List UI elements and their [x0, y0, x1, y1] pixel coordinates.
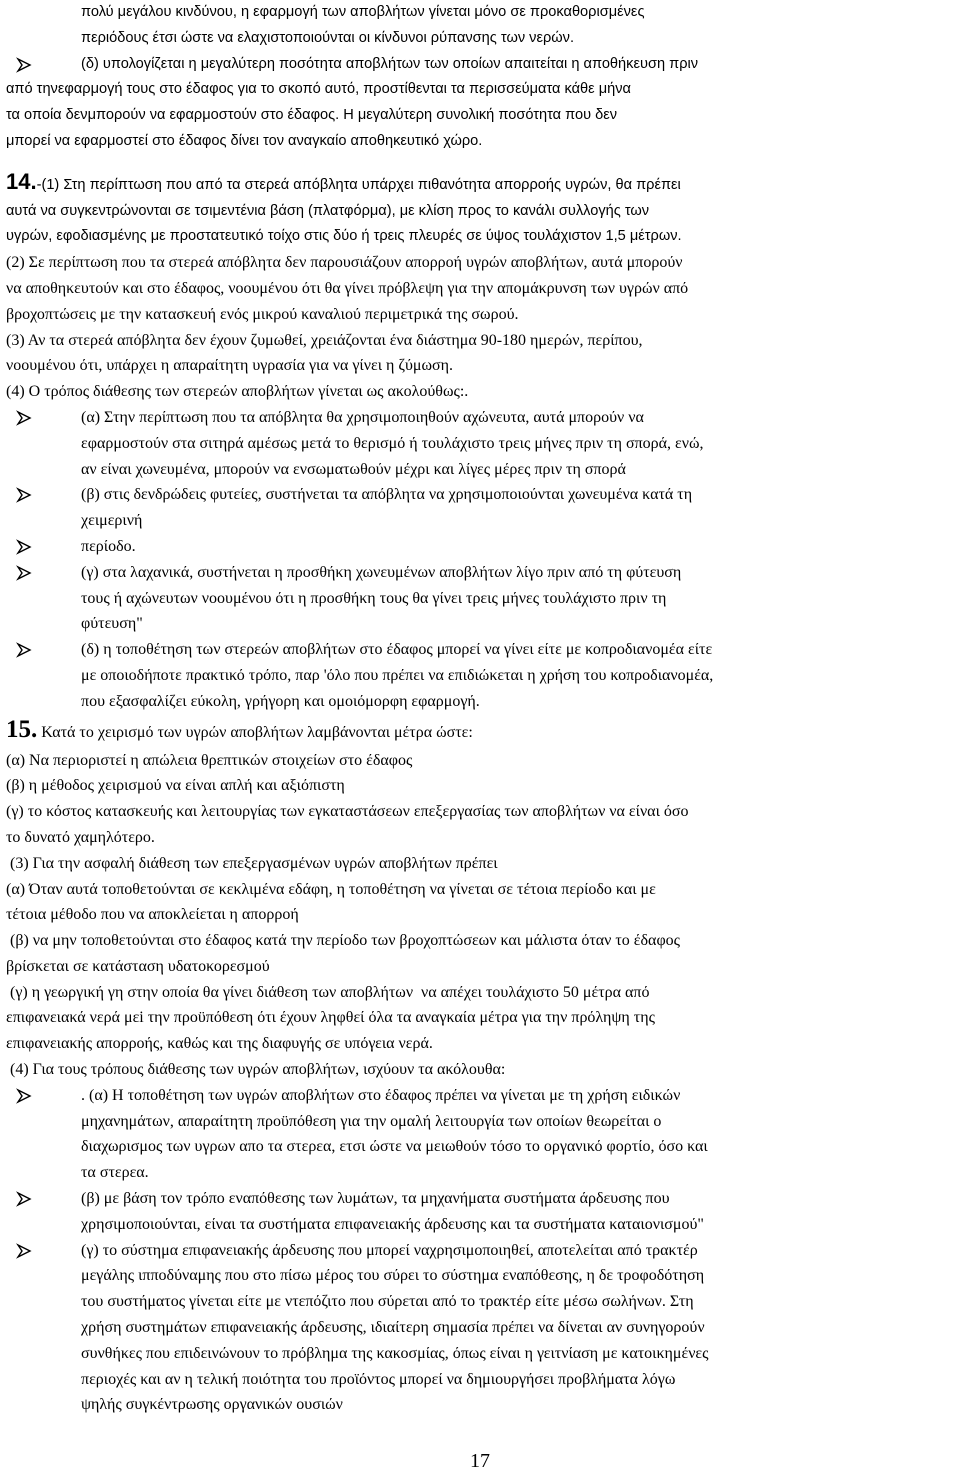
bullet-item [6, 1186, 950, 1238]
text-line: (3) Για την ασφαλή διάθεση των επεξεργασμένων υγρών αποβλήτων πρέπει [6, 854, 498, 872]
text-line: (δ) η τοποθέτηση των στερεών αποβλήτων στο έδαφος μπορεί να γίνει είτε με κοπροδιανομέα είτε [81, 641, 713, 659]
bullet-item [6, 1238, 950, 1419]
text-line: διαχωρισμος των υγρων απο τα στερεα, ετσι ώστε να μειωθούν τόσο το οργανικό φορτίο, όσο και [81, 1138, 708, 1156]
section-lead: -(1) Στη περίπτωση που από τα στερεά απόβλητα υπάρχει πιθανότητα απορροής υγρών, θα πρέπει [36, 176, 681, 193]
text-line: αν είναι χωνευμένα, μπορούν να ενσωματωθούν μέχρι και λίγες μέρες πριν τη σπορά [81, 460, 626, 478]
text-line: περιόδους έτσι ώστε να ελαχιστοποιούνται οι κίνδυνοι ρύπανσης των νερών. [81, 29, 575, 46]
text-line: χρησιμοποιούνται, είναι τα συστήματα επιφανειακής άρδευσης και τα συστήματα καταιονισμού" [81, 1215, 704, 1233]
text-line: (α) Στην περίπτωση που τα απόβλητα θα χρησιμοποιηθούν αχώνευτα, αυτά μπορούν να [81, 408, 644, 426]
text-line: (γ) το σύστημα επιφανειακής άρδευσης που μπορεί ναχρησιμοποιηθεί, αποτελείται από τρακτέρ [81, 1241, 698, 1259]
text-line: τους ή αχώνευτων νοουμένου ότι η προσθήκη τους θα γίνει τρεις μήνες τουλάχιστο πριν τη [81, 589, 667, 607]
text-line: που εξασφαλίζει εύκολη, γρήγορη και ομοιόμορφη εφαρμογή. [81, 692, 480, 710]
text-line: ψηλής συγκέντρωσης οργανικών ουσιών [81, 1396, 343, 1414]
text-line: (γ) η γεωργική γη στην οποία θα γίνει διάθεση των αποβλήτων να απέχει τουλάχιστο 50 μέτρα από [6, 983, 650, 1001]
arrowhead-bullet-icon [16, 487, 32, 503]
bullet-item [6, 52, 950, 155]
text-line: βρίσκεται σε κατάσταση υδατοκορεσμού [6, 957, 270, 975]
page-number: 17 [470, 1450, 490, 1472]
text-line: συνθήκες που επιδεινώνουν το πρόβλημα της κακοσμίας, όπως είναι η γειτνίαση με κατοικημένες [81, 1344, 709, 1362]
text-line: επιφανειακά νερά μεi την προϋπόθεση ότι έχουν ληφθεί όλα τα αναγκαία μέτρα για την πρόληψη της [6, 1009, 655, 1027]
text-line: τέτοια μέθοδο που να αποκλείεται η απορροή [6, 906, 299, 924]
text-line: βροχοπτώσεις με την κατασκευή ενός μικρού καναλιού περιμετρικά της σωρού. [6, 305, 519, 323]
arrowhead-bullet-icon [16, 565, 32, 581]
text-line: (α) Όταν αυτά τοποθετούνται σε κεκλιμένα εδάφη, η τοποθέτηση να γίνεται σε τέτοια περίοδο και με [6, 880, 656, 898]
text-line: νοουμένου ότι, υπάρχει η απαραίτητη υγρασία για να γίνει η ζύμωση. [6, 357, 454, 375]
section-14 [6, 169, 950, 250]
text-line: φύτευση" [81, 615, 143, 633]
text-line: περιοχές και αν η τελική ποιότητα του προϊόντος μπορεί να δημιουργήσει προβλήματα λόγω [81, 1370, 676, 1388]
text-line: εφαρμοστούν στα σιτηρά αμέσως μετά το θερισμό ή τουλάχιστο τρεις μήνες πριν τη σπορά, ενώ, [81, 434, 704, 452]
text-line: (β) στις δενδρώδεις φυτείες, συστήνεται τα απόβλητα να χρησιμοποιούνται χωνευμένα κατά τη [81, 486, 693, 504]
text-line: το δυνατό χαμηλότερο. [6, 828, 155, 846]
text-line: του συστήματος γίνεται είτε με ντεπόζιτο που σύρεται από το τρακτέρ είτε μέσω σωλήνων. Στη [81, 1293, 694, 1311]
text-line: (α) Να περιοριστεί η απώλεια θρεπτικών στοιχείων στο έδαφος [6, 751, 413, 769]
text-line: πολύ μεγάλου κινδύνου, η εφαρμογή των αποβλήτων γίνεται μόνο σε προκαθορισμένες [81, 4, 645, 20]
bullet-item [6, 482, 950, 534]
arrowhead-bullet-icon [16, 410, 32, 426]
section-14-body [6, 250, 950, 1418]
text-line: επιφανειακής απορροής, καθώς και της διαφυγής σε υπόγεια νερά. [6, 1035, 433, 1053]
intro-section [6, 0, 950, 155]
text-line: από τηνεφαρμογή τους στο έδαφος για το σκοπό αυτό, προστίθενται τα περισσεύματα κάθε μήνα [6, 81, 631, 98]
text-line: (2) Σε περίπτωση που τα στερεά απόβλητα δεν παρουσιάζουν απορροή υγρών αποβλήτων, αυτά μπορούν [6, 254, 683, 272]
text-line: μηχανημάτων, απαραίτητη προϋπόθεση για την ομαλή λειτουργία των οποίων θεωρείται ο [81, 1112, 662, 1130]
arrowhead-bullet-icon [16, 539, 32, 555]
section-15 [6, 715, 950, 1419]
section-lead: Κατά το χειρισμό των υγρών αποβλήτων λαμβάνονται μέτρα ώστε: [37, 723, 473, 741]
text-line: χρήση συστημάτων επιφανειακής άρδευσης, ιδιαίτερη σημασία πρέπει να δίνεται αν συνηγορούν [81, 1319, 705, 1337]
arrowhead-bullet-icon [16, 1088, 32, 1104]
text-line: (4) Ο τρόπος διάθεσης των στερεών αποβλήτων γίνεται ως ακολούθως:. [6, 383, 469, 401]
text-line: υγρών, εφοδιασμένης με προστατευτικό τοίχο στις δύο ή τρεις πλευρές σε ύψος τουλάχιστον 1,5 μέτρων. [6, 228, 682, 245]
section-number: 15. [6, 715, 38, 743]
text-line: τα οποία δενμπορούν να εφαρμοστούν στο έδαφος. Η μεγαλύτερη συνολική ποσότητα που δεν [6, 107, 618, 124]
text-line: (γ) το κόστος κατασκευής και λειτουργίας των εγκαταστάσεων επεξεργασίας των αποβλήτων να είναι όσο [6, 803, 689, 821]
section-number: 14. [6, 168, 37, 194]
text-line: αυτά να συγκεντρώνονται σε τσιμεντένια βάση (πλατφόρμα), με κλίση προς το κανάλι συλλογής των [6, 202, 650, 219]
text-line: (β) η μέθοδος χειρισμού να είναι απλή και αξιόπιστη [6, 777, 345, 795]
text-line: (γ) στα λαχανικά, συστήνεται η προσθήκη χωνευμένων αποβλήτων λίγο πριν από τη φύτευση [81, 563, 682, 581]
text-line: τα στερεα. [81, 1164, 149, 1182]
text-line: . (α) Η τοποθέτηση των υγρών αποβλήτων στο έδαφος πρέπει να γίνεται με τη χρήση ειδικών [81, 1086, 681, 1104]
bullet-item [6, 637, 950, 714]
text-line: (3) Αν τα στερεά απόβλητα δεν έχουν ζυμωθεί, χρειάζονται ένα διάστημα 90-180 ημερών, περίπου, [6, 331, 643, 349]
bullet-item [6, 1083, 950, 1186]
bullet-item [6, 534, 950, 560]
text-line: (β) να μην τοποθετούνται στο έδαφος κατά την περίοδο των βροχοπτώσεων και μάλιστα όταν το έδαφος [6, 932, 681, 950]
text-line: (δ) υπολογίζεται η μεγαλύτερη ποσότητα αποβλήτων των οποίων απαιτείται η αποθήκευση πριν [81, 55, 699, 72]
arrowhead-bullet-icon [16, 1191, 32, 1207]
text-line: μπορεί να εφαρμοστεί στο έδαφος δίνει τον αναγκαίο αποθηκευτικό χώρο. [6, 132, 483, 149]
bullet-item [6, 560, 950, 637]
arrowhead-bullet-icon [16, 57, 32, 73]
text-line [6, 169, 950, 199]
text-line: (4) Για τους τρόπους διάθεσης των υγρών αποβλήτων, ισχύουν τα ακόλουθα: [6, 1061, 506, 1079]
bullet-item [6, 405, 950, 482]
text-line [6, 715, 950, 748]
document-page [6, 0, 950, 1418]
text-line: περίοδο. [81, 537, 136, 555]
text-line: μεγάλης ιπποδύναμης που στο πίσω μέρος του σύρει το σύστημα εναπόθεσης, η δε τροφοδότηση [81, 1267, 705, 1285]
arrowhead-bullet-icon [16, 1243, 32, 1259]
text-line: (β) με βάση τον τρόπο εναπόθεσης των λυμάτων, τα μηχανήματα συστήματα άρδευσης που [81, 1190, 670, 1208]
text-line: με οποιοδήποτε πρακτικό τρόπο, παρ 'όλο που πρέπει να επιδιώκεται η χρήση του κοπροδιανομέα, [81, 666, 714, 684]
intro-paragraph [6, 0, 950, 52]
text-line: να αποθηκευτούν και στο έδαφος, νοουμένου ότι θα γίνει πρόβλεψη για την απομάκρυνση των υγρών από [6, 279, 689, 297]
text-line: χειμερινή [81, 512, 143, 530]
arrowhead-bullet-icon [16, 642, 32, 658]
